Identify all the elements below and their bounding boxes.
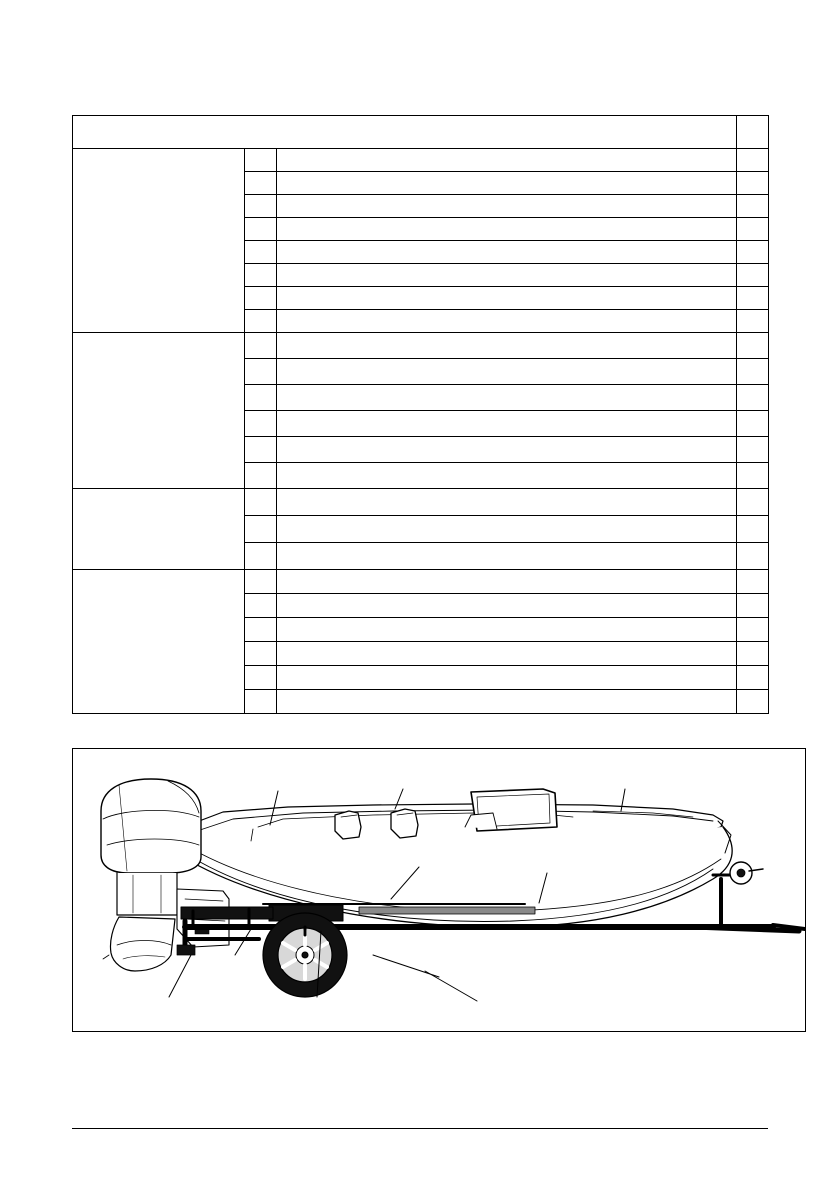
row-description — [277, 287, 737, 310]
row-description — [277, 172, 737, 195]
table-row — [73, 333, 769, 359]
row-number — [245, 241, 277, 264]
row-number — [245, 437, 277, 463]
row-description — [277, 463, 737, 489]
row-number — [245, 411, 277, 437]
row-description — [277, 310, 737, 333]
boat-trailer-illustration — [73, 749, 805, 1031]
row-number — [245, 489, 277, 516]
row-number — [245, 195, 277, 218]
row-description — [277, 333, 737, 359]
row-number — [245, 218, 277, 241]
table-row — [73, 570, 769, 594]
row-number — [245, 385, 277, 411]
row-description — [277, 594, 737, 618]
row-quantity — [737, 690, 769, 714]
row-description — [277, 385, 737, 411]
table-title-qty — [737, 116, 769, 149]
group-label-3 — [73, 489, 245, 570]
row-quantity — [737, 149, 769, 172]
group-label-2 — [73, 333, 245, 489]
row-number — [245, 543, 277, 570]
row-description — [277, 570, 737, 594]
group-label-1 — [73, 149, 245, 333]
row-description — [277, 437, 737, 463]
row-number — [245, 690, 277, 714]
row-number — [245, 359, 277, 385]
group-label-4 — [73, 570, 245, 714]
row-quantity — [737, 489, 769, 516]
row-quantity — [737, 287, 769, 310]
row-description — [277, 359, 737, 385]
row-quantity — [737, 516, 769, 543]
row-quantity — [737, 333, 769, 359]
row-number — [245, 570, 277, 594]
footer-divider — [72, 1128, 768, 1129]
row-number — [245, 264, 277, 287]
row-description — [277, 666, 737, 690]
row-quantity — [737, 195, 769, 218]
row-quantity — [737, 385, 769, 411]
row-number — [245, 463, 277, 489]
row-description — [277, 489, 737, 516]
row-quantity — [737, 463, 769, 489]
row-quantity — [737, 543, 769, 570]
row-description — [277, 690, 737, 714]
row-number — [245, 172, 277, 195]
row-quantity — [737, 437, 769, 463]
row-description — [277, 149, 737, 172]
table-row — [73, 149, 769, 172]
row-number — [245, 333, 277, 359]
row-description — [277, 642, 737, 666]
row-description — [277, 218, 737, 241]
row-quantity — [737, 666, 769, 690]
row-number — [245, 310, 277, 333]
row-quantity — [737, 218, 769, 241]
row-quantity — [737, 241, 769, 264]
row-quantity — [737, 570, 769, 594]
parts-table — [72, 115, 769, 714]
table-row — [73, 489, 769, 516]
row-description — [277, 516, 737, 543]
row-number — [245, 149, 277, 172]
row-number — [245, 516, 277, 543]
row-number — [245, 594, 277, 618]
row-description — [277, 618, 737, 642]
row-number — [245, 618, 277, 642]
row-quantity — [737, 359, 769, 385]
row-quantity — [737, 264, 769, 287]
row-description — [277, 264, 737, 287]
row-description — [277, 411, 737, 437]
row-description — [277, 195, 737, 218]
row-quantity — [737, 618, 769, 642]
boat-trailer-figure — [72, 748, 806, 1032]
row-description — [277, 241, 737, 264]
table-title-row — [73, 116, 769, 149]
row-number — [245, 642, 277, 666]
table-title — [73, 116, 737, 149]
row-quantity — [737, 642, 769, 666]
row-quantity — [737, 594, 769, 618]
row-quantity — [737, 172, 769, 195]
row-quantity — [737, 310, 769, 333]
row-quantity — [737, 411, 769, 437]
row-number — [245, 287, 277, 310]
row-description — [277, 543, 737, 570]
row-number — [245, 666, 277, 690]
